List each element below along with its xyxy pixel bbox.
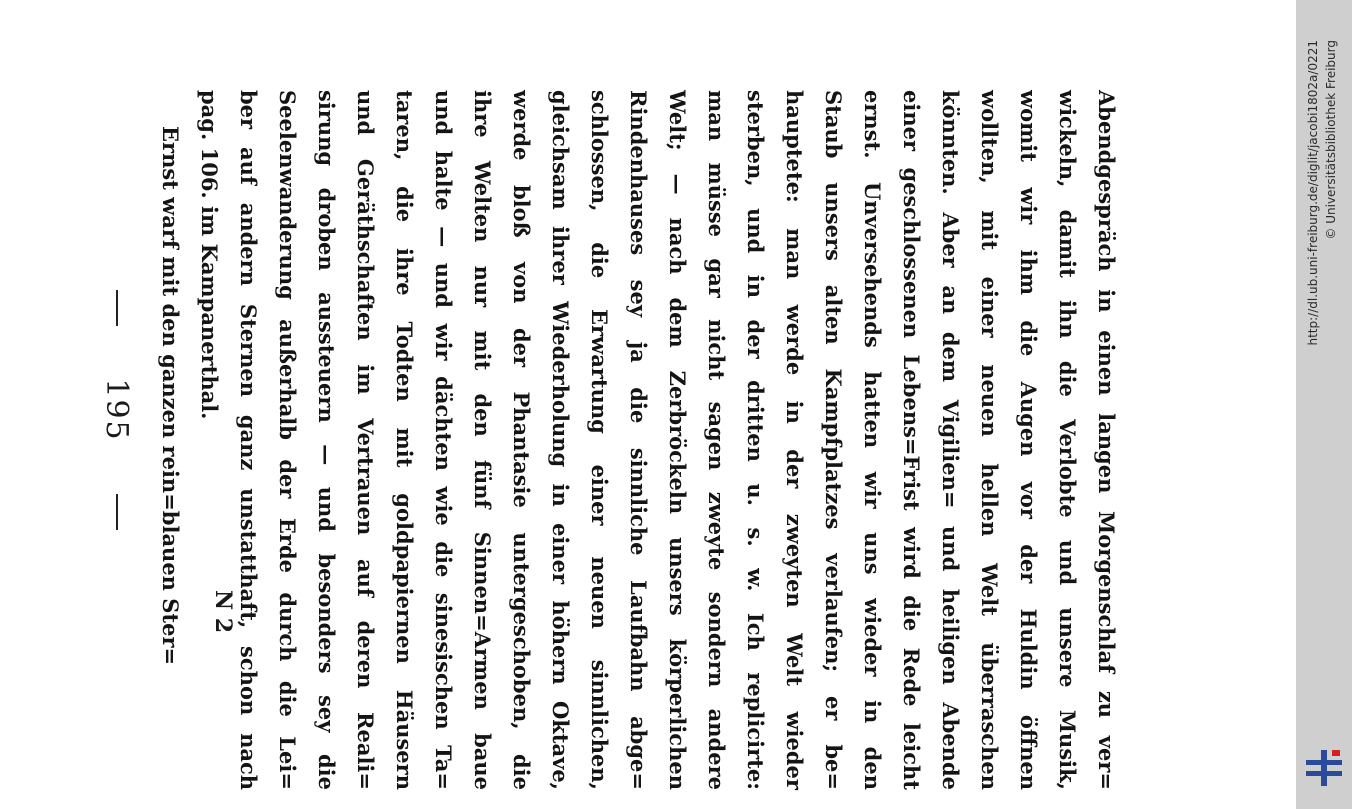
source-url-link[interactable]: http://dl.ub.uni-freiburg.de/diglit/jacobi1802a/0221 <box>1306 40 1320 346</box>
text-line: und halte — und wir dächten wie die sinesischen Ta= <box>431 90 456 790</box>
text-line: schlossen, die Erwartung einer neuen sinnlichen, <box>587 90 612 790</box>
signature-mark: N 2 <box>210 590 236 634</box>
ub-freiburg-logo-icon[interactable] <box>1304 748 1344 788</box>
text-line: taren, die ihre Todten mit goldpapiernen Häusern <box>392 90 417 790</box>
text-line: und Geräthschaften im Vertrauen auf deren Reali= <box>353 90 378 790</box>
sidebar-text-rotated <box>1296 0 1352 809</box>
logo-stem <box>1321 750 1327 786</box>
text-line: wollten, mit einer neuen hellen Welt überraschen <box>977 90 1002 790</box>
text-line: hauptete: man werde in der zweyten Welt wieder <box>782 90 807 790</box>
text-line: sirung droben aussteuern — und besonders sey die <box>314 90 339 790</box>
text-line: Seelenwanderung außerhalb der Erde durch die Lei= <box>275 90 300 790</box>
text-line: Ernst warf mit den ganzen rein=blauen Ster= <box>158 126 183 666</box>
header-dash-right <box>116 494 118 530</box>
text-line: pag. 106. im Kampanerthal. <box>197 90 222 420</box>
body-text <box>151 90 1126 790</box>
text-line: könnten. Aber an dem Vigilien= und heiligen Abende <box>938 90 963 790</box>
copyright-notice: © Universitätsbibliothek Freiburg <box>1324 40 1338 240</box>
text-line: wickeln, damit ihn die Verlobte und unsere Musik, <box>1055 90 1080 790</box>
header-dash-left <box>116 290 118 326</box>
text-line: Staub unsers alten Kampfplatzes verlaufen; er be= <box>821 90 846 790</box>
logo-accent <box>1332 750 1340 756</box>
page-header <box>96 0 136 809</box>
text-line: Rindenhauses sey ja die sinnliche Laufbahn abge= <box>626 90 651 790</box>
text-line: einer geschlossenen Lebens=Frist wird die Rede leicht <box>899 90 924 790</box>
text-line: sterben, und in der dritten u. s. w. Ich replicirte: <box>743 90 768 790</box>
text-line: ber auf andern Sternen ganz unstatthaft, schon nach <box>236 90 261 790</box>
info-sidebar <box>1296 0 1352 809</box>
page-number: 195 <box>99 378 134 442</box>
text-line: womit wir ihm die Augen vor der Huldin öffnen <box>1016 90 1041 790</box>
text-line: ernst. Unversehends hatten wir uns wieder in den <box>860 90 885 790</box>
text-line: Abendgespräch in einen langen Morgenschlaf zu ver= <box>1094 90 1119 790</box>
text-line: ihre Welten nur mit den fünf Sinnen=Armen baue <box>470 90 495 790</box>
text-line: werde bloß von der Phantasie untergeschoben, die <box>509 90 534 790</box>
text-line: Welt; — nach dem Zerbröckeln unsers körperlichen <box>665 90 690 790</box>
text-line: man müsse gar nicht sagen zweyte sondern andere <box>704 90 729 790</box>
text-line: gleichsam ihrer Wiederholung in einer höhern Oktave, <box>548 90 573 790</box>
